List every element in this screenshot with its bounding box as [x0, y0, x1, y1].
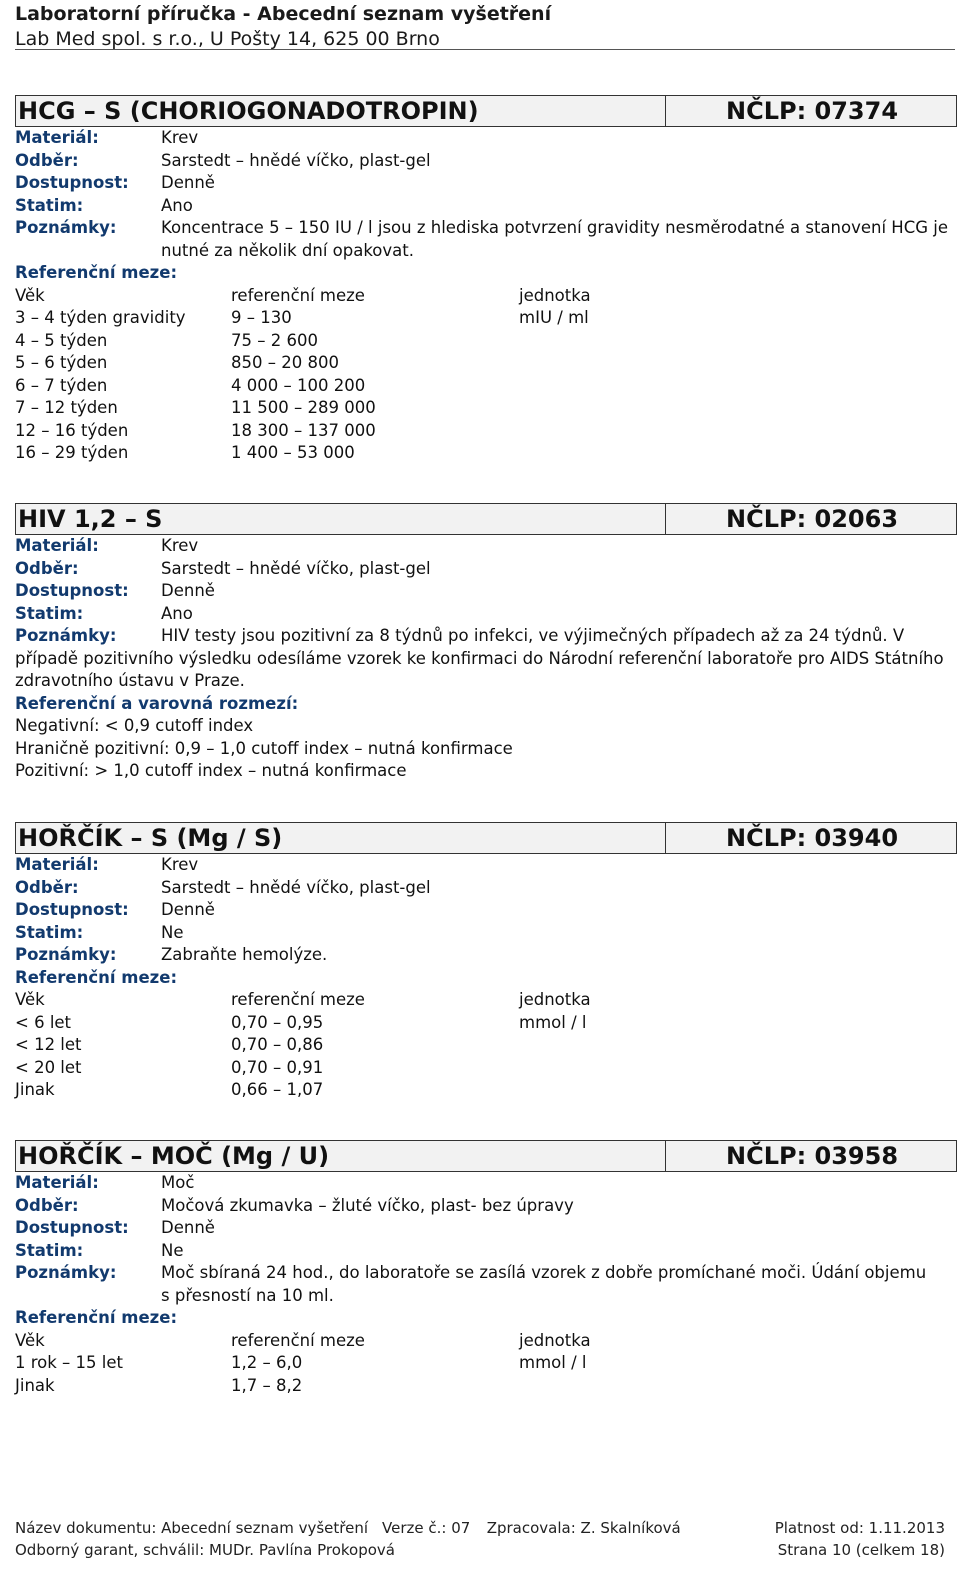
table-cell: < 6 let — [15, 1012, 72, 1032]
odber-row — [15, 150, 957, 173]
table-cell: mmol / l — [519, 1353, 587, 1372]
footer-valid-from: Platnost od: 1.11.2013 — [774, 1519, 945, 1537]
table-cell: 3 – 4 týden gravidity — [15, 308, 186, 327]
exam-name: HOŘČÍK – MOČ (Mg / U) — [16, 1141, 666, 1171]
material-value: Krev — [161, 536, 199, 555]
table-cell: mIU / ml — [519, 308, 589, 327]
odber-value: Sarstedt – hnědé víčko, plast-gel — [161, 877, 431, 897]
table-cell: 6 – 7 týden — [15, 375, 108, 395]
table-cell: 18 300 – 137 000 — [231, 420, 376, 440]
reference-heading: Referenční meze: — [15, 263, 178, 282]
document-title: Laboratorní příručka - Abecední seznam vyšetření — [15, 3, 552, 25]
table-header-age: Věk — [15, 1330, 45, 1350]
reference-heading: Referenční meze: — [15, 967, 178, 987]
table-cell: < 20 let — [15, 1057, 82, 1077]
poznamky-label: Poznámky: — [15, 218, 117, 237]
footer-author: Zpracovala: Z. Skalníková — [486, 1519, 681, 1537]
table-cell: Jinak — [15, 1375, 55, 1395]
note-line: nutné za několik dní opakovat. — [161, 240, 414, 260]
note-line: zdravotního ústavu v Praze. — [15, 671, 245, 690]
table-cell: 1 400 – 53 000 — [231, 443, 355, 462]
table-cell: 0,70 – 0,95 — [231, 1012, 324, 1032]
statim-value: Ano — [161, 603, 193, 623]
statim-row — [15, 922, 957, 945]
odber-row — [15, 558, 957, 581]
table-cell: 75 – 2 600 — [231, 330, 318, 350]
odber-label: Odběr: — [15, 558, 79, 578]
header-divider — [15, 49, 955, 50]
note-line: Koncentrace 5 – 150 IU / l jsou z hlediska potvrzení gravidity nesměrodatné a stanovení HCG je — [161, 218, 948, 237]
table-cell: 1,7 – 8,2 — [231, 1375, 303, 1395]
reference-table — [15, 285, 957, 465]
poznamky-value: Zabraňte hemolýze. — [161, 945, 328, 964]
exam-title-row — [15, 503, 957, 535]
exam-title-row — [15, 1140, 957, 1172]
dostupnost-row — [15, 1217, 957, 1240]
reference-table — [15, 989, 957, 1102]
table-cell: 1 rok – 15 let — [15, 1353, 123, 1372]
exam-section-mg-urine — [15, 1140, 957, 1397]
table-cell: 11 500 – 289 000 — [231, 398, 376, 417]
exam-code: NČLP: 03958 — [726, 1142, 899, 1170]
exam-title-row — [15, 822, 957, 854]
table-cell: 7 – 12 týden — [15, 398, 118, 417]
table-cell: 850 – 20 800 — [231, 353, 339, 372]
footer-doc-name: Název dokumentu: Abecední seznam vyšetření — [15, 1519, 369, 1537]
dostupnost-label: Dostupnost: — [15, 581, 129, 600]
dostupnost-label: Dostupnost: — [15, 900, 129, 919]
exam-section-mg-serum — [15, 822, 957, 1102]
reference-heading: Referenční meze: — [15, 1308, 178, 1327]
table-header-age: Věk — [15, 990, 45, 1009]
table-cell: 0,66 – 1,07 — [231, 1080, 324, 1099]
table-cell: 4 – 5 týden — [15, 330, 108, 350]
exam-code: NČLP: 03940 — [726, 824, 899, 852]
odber-value: Sarstedt – hnědé víčko, plast-gel — [161, 558, 431, 578]
table-cell — [519, 352, 719, 375]
exam-name: HCG – S (CHORIOGONADOTROPIN) — [16, 96, 666, 126]
table-cell — [519, 1375, 719, 1398]
statim-row — [15, 195, 957, 218]
note-line: případě pozitivního výsledku odesíláme vzorek ke konfirmaci do Národní referenční laboratoře pro AIDS Státního — [15, 648, 944, 668]
table-cell — [519, 1034, 719, 1057]
statim-row — [15, 603, 957, 626]
exam-name: HIV 1,2 – S — [16, 504, 666, 534]
material-value: Krev — [161, 855, 199, 874]
dostupnost-value: Denně — [161, 1218, 215, 1237]
dostupnost-row — [15, 172, 957, 195]
range-line: Hraničně pozitivní: 0,9 – 1,0 cutoff index – nutná konfirmace — [15, 738, 513, 758]
range-line: Negativní: < 0,9 cutoff index — [15, 716, 254, 735]
table-header-unit: jednotka — [519, 285, 591, 305]
odber-label: Odběr: — [15, 150, 79, 170]
odber-row — [15, 1195, 957, 1218]
poznamky-label: Poznámky: — [15, 626, 117, 645]
statim-label: Statim: — [15, 603, 84, 623]
poznamky-value — [161, 1262, 957, 1307]
dostupnost-value: Denně — [161, 581, 215, 600]
table-cell — [519, 1079, 719, 1102]
note-line: Moč sbíraná 24 hod., do laboratoře se zasílá vzorek z dobře promíchané moči. Údání objemu — [161, 1263, 927, 1282]
table-header-range: referenční meze — [231, 1330, 365, 1350]
material-row — [15, 535, 957, 558]
table-cell — [519, 1057, 719, 1080]
exam-code: NČLP: 07374 — [726, 97, 899, 125]
table-header-age: Věk — [15, 285, 45, 305]
material-label: Materiál: — [15, 536, 99, 555]
note-line: HIV testy jsou pozitivní za 8 týdnů po infekci, ve výjimečných případech až za 24 týdnů. V — [161, 626, 905, 645]
table-cell — [519, 397, 719, 420]
table-cell: 1,2 – 6,0 — [231, 1353, 303, 1372]
odber-row — [15, 877, 957, 900]
table-cell: 4 000 – 100 200 — [231, 375, 366, 395]
odber-label: Odběr: — [15, 1195, 79, 1215]
poznamky-label: Poznámky: — [15, 1263, 117, 1282]
dostupnost-label: Dostupnost: — [15, 173, 129, 192]
table-cell — [519, 442, 719, 465]
table-cell — [519, 420, 719, 443]
dostupnost-value: Denně — [161, 900, 215, 919]
odber-label: Odběr: — [15, 877, 79, 897]
material-row — [15, 1172, 957, 1195]
material-value: Moč — [161, 1173, 195, 1192]
note-line: s přesností na 10 ml. — [161, 1285, 334, 1305]
table-cell: 16 – 29 týden — [15, 443, 129, 462]
statim-label: Statim: — [15, 922, 84, 942]
exam-code: NČLP: 02063 — [726, 505, 899, 533]
poznamky-label: Poznámky: — [15, 945, 117, 964]
footer-guarantor: Odborný garant, schválil: MUDr. Pavlína Prokopová — [15, 1541, 395, 1559]
table-header-unit: jednotka — [519, 1330, 591, 1350]
exam-name: HOŘČÍK – S (Mg / S) — [16, 823, 666, 853]
exam-title-row — [15, 95, 957, 127]
table-header-range: referenční meze — [231, 285, 365, 305]
poznamky-row — [15, 217, 957, 262]
material-value: Krev — [161, 128, 199, 147]
document-footer — [15, 1517, 945, 1561]
poznamky-value — [161, 217, 957, 262]
table-header-unit: jednotka — [519, 990, 591, 1009]
reference-table — [15, 1330, 957, 1398]
dostupnost-value: Denně — [161, 173, 215, 192]
statim-value: Ne — [161, 1240, 184, 1260]
material-label: Materiál: — [15, 1173, 99, 1192]
material-label: Materiál: — [15, 128, 99, 147]
statim-label: Statim: — [15, 1240, 84, 1260]
poznamky-row — [15, 625, 957, 693]
table-cell: 12 – 16 týden — [15, 420, 129, 440]
material-row — [15, 127, 957, 150]
table-cell: < 12 let — [15, 1035, 82, 1054]
table-cell — [519, 330, 719, 353]
material-label: Materiál: — [15, 855, 99, 874]
footer-row — [15, 1539, 945, 1561]
statim-value: Ne — [161, 922, 184, 942]
dostupnost-row — [15, 580, 957, 603]
poznamky-row — [15, 944, 957, 967]
odber-value: Močová zkumavka – žluté víčko, plast- bez úpravy — [161, 1195, 574, 1215]
table-cell: 5 – 6 týden — [15, 353, 108, 372]
statim-row — [15, 1240, 957, 1263]
dostupnost-label: Dostupnost: — [15, 1218, 129, 1237]
table-cell: mmol / l — [519, 1012, 587, 1032]
range-line: Pozitivní: > 1,0 cutoff index – nutná konfirmace — [15, 761, 407, 780]
footer-version: Verze č.: 07 — [382, 1519, 471, 1537]
footer-row — [15, 1517, 945, 1539]
table-cell: Jinak — [15, 1080, 55, 1099]
footer-page-number: Strana 10 (celkem 18) — [777, 1541, 945, 1559]
exam-section-hcg — [15, 95, 957, 465]
poznamky-row — [15, 1262, 957, 1307]
material-row — [15, 854, 957, 877]
statim-value: Ano — [161, 195, 193, 215]
statim-label: Statim: — [15, 195, 84, 215]
footer-doc-info — [15, 1517, 487, 1539]
reference-heading: Referenční a varovná rozmezí: — [15, 693, 299, 713]
table-cell — [519, 375, 719, 398]
table-header-range: referenční meze — [231, 990, 365, 1009]
document-header — [15, 0, 955, 52]
dostupnost-row — [15, 899, 957, 922]
odber-value: Sarstedt – hnědé víčko, plast-gel — [161, 150, 431, 170]
exam-section-hiv — [15, 503, 957, 783]
table-cell: 0,70 – 0,86 — [231, 1035, 324, 1054]
table-cell: 0,70 – 0,91 — [231, 1057, 324, 1077]
document-subtitle: Lab Med spol. s r.o., U Pošty 14, 625 00 Brno — [15, 28, 440, 50]
table-cell: 9 – 130 — [231, 308, 292, 327]
